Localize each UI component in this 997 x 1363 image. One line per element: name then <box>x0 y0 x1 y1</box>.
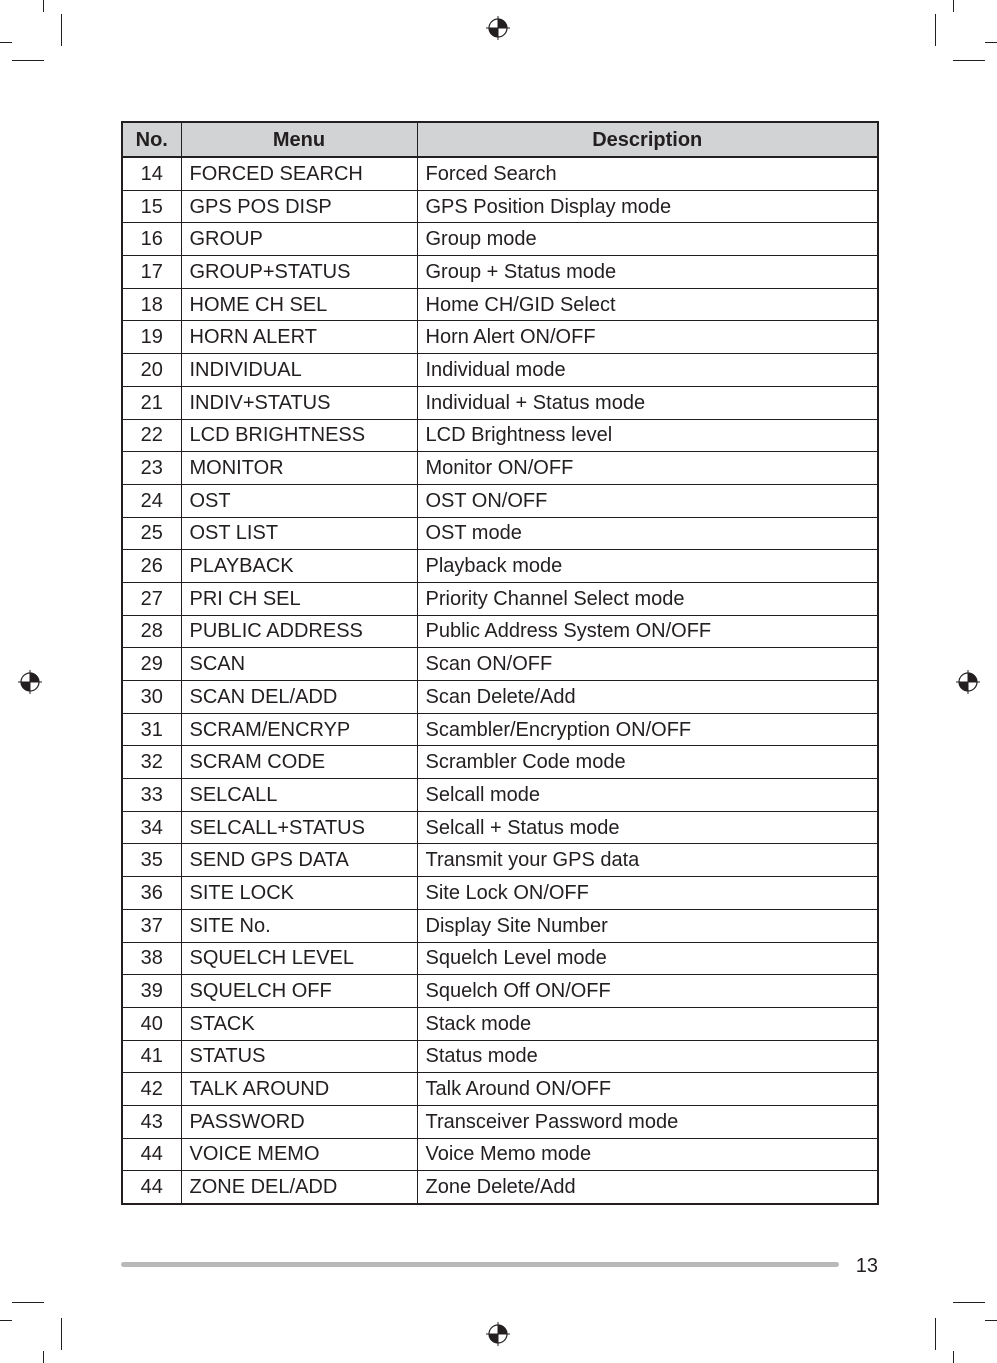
cell-no: 36 <box>122 877 181 910</box>
cell-menu: SCRAM CODE <box>181 746 417 779</box>
cell-no: 25 <box>122 517 181 550</box>
crop-mark-top-right-h <box>953 60 985 61</box>
table-row <box>122 713 878 746</box>
table-row <box>122 975 878 1008</box>
cell-description: Stack mode <box>417 1007 878 1040</box>
table-row <box>122 288 878 321</box>
table-row <box>122 386 878 419</box>
cell-description: Display Site Number <box>417 909 878 942</box>
crop-mark-bottom-left-h <box>12 1302 44 1303</box>
table-row <box>122 1007 878 1040</box>
cell-no: 18 <box>122 288 181 321</box>
cell-description: Monitor ON/OFF <box>417 452 878 485</box>
table-row <box>122 321 878 354</box>
cell-description: Scan ON/OFF <box>417 648 878 681</box>
cell-menu: PLAYBACK <box>181 550 417 583</box>
cell-description: OST ON/OFF <box>417 484 878 517</box>
crop-mark-bottom-right-v2 <box>953 1351 954 1363</box>
cell-no: 24 <box>122 484 181 517</box>
cell-no: 31 <box>122 713 181 746</box>
cell-no: 30 <box>122 681 181 714</box>
cell-no: 28 <box>122 615 181 648</box>
cell-menu: OST <box>181 484 417 517</box>
cell-description: Squelch Off ON/OFF <box>417 975 878 1008</box>
registration-mark-left-icon <box>18 670 42 694</box>
cell-menu: SITE No. <box>181 909 417 942</box>
cell-description: Site Lock ON/OFF <box>417 877 878 910</box>
cell-menu: HORN ALERT <box>181 321 417 354</box>
cell-menu: SQUELCH OFF <box>181 975 417 1008</box>
crop-mark-bottom-right-h2 <box>985 1320 997 1321</box>
crop-mark-bottom-right-h <box>953 1302 985 1303</box>
cell-menu: GROUP <box>181 223 417 256</box>
cell-no: 38 <box>122 942 181 975</box>
crop-mark-top-left-h2 <box>0 42 12 43</box>
table-row <box>122 746 878 779</box>
cell-description: Voice Memo mode <box>417 1138 878 1171</box>
cell-no: 23 <box>122 452 181 485</box>
column-header-no: No. <box>122 122 181 157</box>
registration-mark-right-icon <box>956 670 980 694</box>
table-row <box>122 909 878 942</box>
cell-description: Individual + Status mode <box>417 386 878 419</box>
cell-no: 33 <box>122 779 181 812</box>
cell-description: Zone Delete/Add <box>417 1171 878 1204</box>
cell-description: GPS Position Display mode <box>417 190 878 223</box>
cell-menu: SCAN DEL/ADD <box>181 681 417 714</box>
cell-description: Priority Channel Select mode <box>417 582 878 615</box>
crop-mark-top-left-v <box>61 14 62 46</box>
cell-menu: GROUP+STATUS <box>181 256 417 289</box>
cell-menu: SQUELCH LEVEL <box>181 942 417 975</box>
cell-no: 19 <box>122 321 181 354</box>
crop-mark-bottom-left-v2 <box>43 1351 44 1363</box>
cell-menu: PASSWORD <box>181 1105 417 1138</box>
cell-menu: GPS POS DISP <box>181 190 417 223</box>
table-row <box>122 582 878 615</box>
table-row <box>122 844 878 877</box>
cell-menu: SELCALL <box>181 779 417 812</box>
cell-description: Group mode <box>417 223 878 256</box>
cell-description: Playback mode <box>417 550 878 583</box>
cell-no: 40 <box>122 1007 181 1040</box>
cell-description: OST mode <box>417 517 878 550</box>
cell-menu: SEND GPS DATA <box>181 844 417 877</box>
cell-description: Scan Delete/Add <box>417 681 878 714</box>
cell-no: 35 <box>122 844 181 877</box>
table-row <box>122 484 878 517</box>
cell-description: Horn Alert ON/OFF <box>417 321 878 354</box>
cell-no: 32 <box>122 746 181 779</box>
crop-mark-bottom-right-v <box>935 1318 936 1350</box>
cell-no: 34 <box>122 811 181 844</box>
footer-bar <box>121 1262 839 1267</box>
column-header-menu: Menu <box>181 122 417 157</box>
cell-menu: SITE LOCK <box>181 877 417 910</box>
table-row <box>122 1040 878 1073</box>
cell-menu: INDIVIDUAL <box>181 354 417 387</box>
cell-description: Scambler/Encryption ON/OFF <box>417 713 878 746</box>
table-row <box>122 1105 878 1138</box>
table-row <box>122 354 878 387</box>
crop-mark-top-right-v <box>935 14 936 46</box>
cell-description: Selcall + Status mode <box>417 811 878 844</box>
table-header-row <box>122 122 878 157</box>
cell-no: 14 <box>122 157 181 190</box>
cell-menu: MONITOR <box>181 452 417 485</box>
crop-mark-top-right-v2 <box>953 0 954 12</box>
crop-mark-top-left-v2 <box>43 0 44 12</box>
cell-no: 44 <box>122 1171 181 1204</box>
table-row <box>122 942 878 975</box>
cell-no: 16 <box>122 223 181 256</box>
cell-menu: ZONE DEL/ADD <box>181 1171 417 1204</box>
table-row <box>122 615 878 648</box>
cell-menu: VOICE MEMO <box>181 1138 417 1171</box>
cell-menu: STATUS <box>181 1040 417 1073</box>
cell-menu: STACK <box>181 1007 417 1040</box>
cell-menu: TALK AROUND <box>181 1073 417 1106</box>
cell-menu: OST LIST <box>181 517 417 550</box>
menu-table <box>121 121 879 1205</box>
table-row <box>122 550 878 583</box>
table-row <box>122 779 878 812</box>
cell-description: Forced Search <box>417 157 878 190</box>
cell-no: 20 <box>122 354 181 387</box>
cell-menu: PUBLIC ADDRESS <box>181 615 417 648</box>
table-row <box>122 256 878 289</box>
cell-description: Individual mode <box>417 354 878 387</box>
table-row <box>122 223 878 256</box>
table-row <box>122 1171 878 1204</box>
cell-no: 26 <box>122 550 181 583</box>
cell-description: Scrambler Code mode <box>417 746 878 779</box>
crop-mark-bottom-left-v <box>61 1318 62 1350</box>
table-row <box>122 1138 878 1171</box>
table-row <box>122 648 878 681</box>
crop-mark-top-left-h <box>12 60 44 61</box>
column-header-description: Description <box>417 122 878 157</box>
cell-no: 15 <box>122 190 181 223</box>
cell-no: 17 <box>122 256 181 289</box>
cell-description: Squelch Level mode <box>417 942 878 975</box>
cell-description: Home CH/GID Select <box>417 288 878 321</box>
table-row <box>122 517 878 550</box>
crop-mark-top-right-h2 <box>985 42 997 43</box>
cell-no: 44 <box>122 1138 181 1171</box>
cell-description: Selcall mode <box>417 779 878 812</box>
table-row <box>122 190 878 223</box>
table-row <box>122 419 878 452</box>
cell-description: Talk Around ON/OFF <box>417 1073 878 1106</box>
table-row <box>122 877 878 910</box>
cell-description: Group + Status mode <box>417 256 878 289</box>
registration-mark-bottom-icon <box>486 1322 510 1346</box>
cell-description: LCD Brightness level <box>417 419 878 452</box>
cell-no: 29 <box>122 648 181 681</box>
table-row <box>122 157 878 190</box>
cell-description: Status mode <box>417 1040 878 1073</box>
cell-no: 22 <box>122 419 181 452</box>
cell-no: 27 <box>122 582 181 615</box>
crop-mark-bottom-left-h2 <box>0 1320 12 1321</box>
page-number: 13 <box>855 1255 878 1277</box>
cell-menu: LCD BRIGHTNESS <box>181 419 417 452</box>
cell-menu: FORCED SEARCH <box>181 157 417 190</box>
cell-no: 41 <box>122 1040 181 1073</box>
cell-menu: SCRAM/ENCRYP <box>181 713 417 746</box>
cell-menu: SELCALL+STATUS <box>181 811 417 844</box>
cell-no: 42 <box>122 1073 181 1106</box>
table-row <box>122 811 878 844</box>
cell-menu: HOME CH SEL <box>181 288 417 321</box>
cell-description: Public Address System ON/OFF <box>417 615 878 648</box>
table-body <box>122 157 878 1204</box>
cell-description: Transceiver Password mode <box>417 1105 878 1138</box>
cell-description: Transmit your GPS data <box>417 844 878 877</box>
registration-mark-top-icon <box>486 16 510 40</box>
cell-menu: SCAN <box>181 648 417 681</box>
cell-no: 43 <box>122 1105 181 1138</box>
table-row <box>122 681 878 714</box>
cell-menu: PRI CH SEL <box>181 582 417 615</box>
cell-no: 39 <box>122 975 181 1008</box>
table-row <box>122 1073 878 1106</box>
cell-no: 21 <box>122 386 181 419</box>
cell-no: 37 <box>122 909 181 942</box>
cell-menu: INDIV+STATUS <box>181 386 417 419</box>
table-row <box>122 452 878 485</box>
